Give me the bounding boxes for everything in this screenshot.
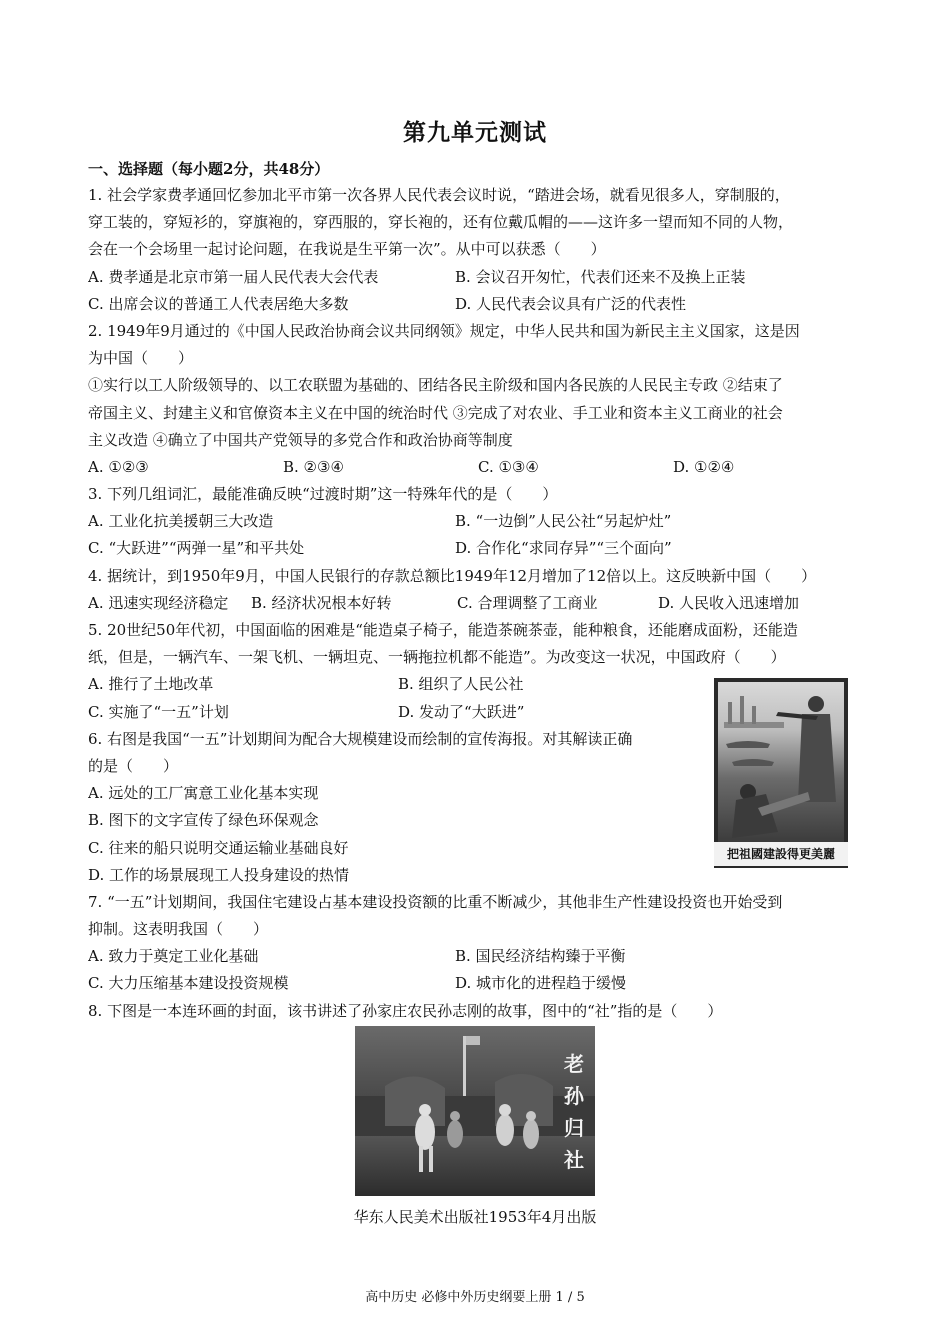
question-text: 4. 据统计，到1950年9月，中国人民银行的存款总额比1949年12月增加了12倍以上。这反映新中国（ ） bbox=[88, 566, 817, 585]
options-row bbox=[88, 454, 868, 481]
options-row bbox=[88, 699, 708, 726]
options-row bbox=[88, 671, 708, 698]
option-a[interactable]: A. 费孝通是北京市第一届人民代表大会代表 bbox=[88, 267, 379, 286]
option-a[interactable]: A. 迅速实现经济稳定 bbox=[88, 593, 229, 612]
option-d[interactable]: D. 合作化“求同存异”“三个面向” bbox=[455, 539, 672, 558]
question-text: 会在一个会场里一起讨论问题，在我说是生平第一次”。从中可以获悉（ ） bbox=[88, 240, 606, 259]
question-text: 6. 右图是我国“一五”计划期间为配合大规模建设而绘制的宣传海报。对其解读正确 bbox=[88, 729, 633, 748]
question-text: 3. 下列几组词汇，最能准确反映“过渡时期”这一特殊年代的是（ ） bbox=[88, 485, 558, 504]
option-d[interactable]: D. 城市化的进程趋于缓慢 bbox=[455, 974, 627, 993]
options-row bbox=[88, 970, 868, 997]
propaganda-poster-image bbox=[714, 678, 848, 868]
poster-scene bbox=[718, 682, 844, 842]
question-text: 抑制。这表明我国（ ） bbox=[88, 920, 269, 939]
option-b[interactable]: B. 经济状况根本好转 bbox=[251, 593, 392, 612]
option-b[interactable]: B. 会议召开匆忙，代表们还来不及换上正装 bbox=[455, 267, 746, 286]
option-d[interactable]: D. 工作的场景展现工人投身建设的热情 bbox=[88, 865, 350, 884]
question-text: 8. 下图是一本连环画的封面，该书讲述了孙家庄农民孙志刚的故事，图中的“社”指的是（ ） bbox=[88, 1001, 723, 1020]
question-text: 帝国主义、封建主义和官僚资本主义在中国的统治时代 ③完成了对农业、手工业和资本主义工商业的社会 bbox=[88, 403, 783, 422]
poster-caption: 把祖國建設得更美麗 bbox=[714, 842, 848, 866]
option-c[interactable]: C. 实施了“一五”计划 bbox=[88, 702, 229, 721]
option-c[interactable]: C. 大力压缩基本建设投资规模 bbox=[88, 974, 289, 993]
option-d[interactable]: D. 人民收入迅速增加 bbox=[658, 593, 800, 612]
option-d[interactable]: D. 发动了“大跃进” bbox=[398, 702, 525, 721]
section-heading: 一、选择题（每小题2分，共48分） bbox=[88, 160, 330, 178]
question-text: 2. 1949年9月通过的《中国人民政治协商会议共同纲领》规定，中华人民共和国为新民主主义国家，这是因 bbox=[88, 321, 800, 340]
question-text: 纸，但是，一辆汽车、一架飞机、一辆坦克、一辆拖拉机都不能造”。为改变这一状况，中国政府（ ） bbox=[88, 648, 786, 667]
option-d[interactable]: D. ①②④ bbox=[673, 457, 735, 476]
option-c[interactable]: C. “大跃进”“两弹一星”和平共处 bbox=[88, 539, 305, 558]
question-8 bbox=[88, 998, 868, 1025]
option-d[interactable]: D. 人民代表会议具有广泛的代表性 bbox=[455, 294, 687, 313]
option-b[interactable]: B. 图下的文字宣传了绿色环保观念 bbox=[88, 811, 319, 830]
options-row bbox=[88, 291, 868, 318]
option-b[interactable]: B. “一边倒”人民公社“另起炉灶” bbox=[455, 512, 672, 531]
option-b[interactable]: B. ②③④ bbox=[283, 457, 344, 476]
options-row bbox=[88, 508, 868, 535]
question-2 bbox=[88, 318, 868, 481]
question-3 bbox=[88, 481, 868, 563]
page-footer: 高中历史 必修中外历史纲要上册 1 / 5 bbox=[365, 1290, 585, 1305]
cover-caption: 华东人民美术出版社1953年4月出版 bbox=[353, 1208, 597, 1226]
option-c[interactable]: C. 出席会议的普通工人代表居绝大多数 bbox=[88, 294, 349, 313]
question-text: 穿工装的，穿短衫的，穿旗袍的，穿西服的，穿长袍的，还有位戴瓜帽的——这许多一望而知不同的人物， bbox=[88, 213, 794, 232]
option-c[interactable]: C. ①③④ bbox=[478, 457, 539, 476]
option-a[interactable]: A. 推行了土地改革 bbox=[88, 675, 214, 694]
option-a[interactable]: A. 远处的工厂寓意工业化基本实现 bbox=[88, 784, 319, 803]
question-text: 的是（ ） bbox=[88, 756, 179, 775]
comic-cover-image bbox=[355, 1026, 595, 1196]
option-a[interactable]: A. 工业化抗美援朝三大改造 bbox=[88, 512, 274, 531]
option-c[interactable]: C. 往来的船只说明交通运输业基础良好 bbox=[88, 838, 349, 857]
options-row bbox=[88, 943, 868, 970]
cover-title: 老孙归社 bbox=[564, 1052, 584, 1172]
cover-illustration bbox=[355, 1026, 595, 1196]
question-7 bbox=[88, 889, 868, 998]
poster-illustration bbox=[718, 682, 844, 842]
option-c[interactable]: C. 合理调整了工商业 bbox=[457, 593, 598, 612]
question-text: 1. 社会学家费孝通回忆参加北平市第一次各界人民代表会议时说，“踏进会场，就看见很多人，穿制服的， bbox=[88, 186, 790, 204]
option-b[interactable]: B. 组织了人民公社 bbox=[398, 675, 524, 694]
option-b[interactable]: B. 国民经济结构臻于平衡 bbox=[455, 947, 626, 966]
questions-content bbox=[88, 182, 868, 1025]
question-text: 为中国（ ） bbox=[88, 349, 194, 368]
option-a[interactable]: A. ①②③ bbox=[88, 457, 149, 476]
options-row bbox=[88, 590, 868, 617]
question-text: ①实行以工人阶级领导的、以工农联盟为基础的、团结各民主阶级和国内各民族的人民民主专政 ②结束了 bbox=[88, 376, 783, 395]
question-4 bbox=[88, 563, 868, 617]
question-text: 主义改造 ④确立了中国共产党领导的多党合作和政治协商等制度 bbox=[88, 430, 513, 449]
page-title: 第九单元测试 bbox=[403, 119, 547, 146]
question-1 bbox=[88, 182, 868, 318]
question-text: 7. “一五”计划期间，我国住宅建设占基本建设投资额的比重不断减少，其他非生产性建设投资也开始受到 bbox=[88, 892, 783, 911]
option-a[interactable]: A. 致力于奠定工业化基础 bbox=[88, 947, 259, 966]
question-text: 5. 20世纪50年代初，中国面临的困难是“能造桌子椅子，能造茶碗茶壶，能种粮食，还能磨成面粉，还能造 bbox=[88, 621, 798, 639]
options-row bbox=[88, 535, 868, 562]
options-row bbox=[88, 264, 868, 291]
